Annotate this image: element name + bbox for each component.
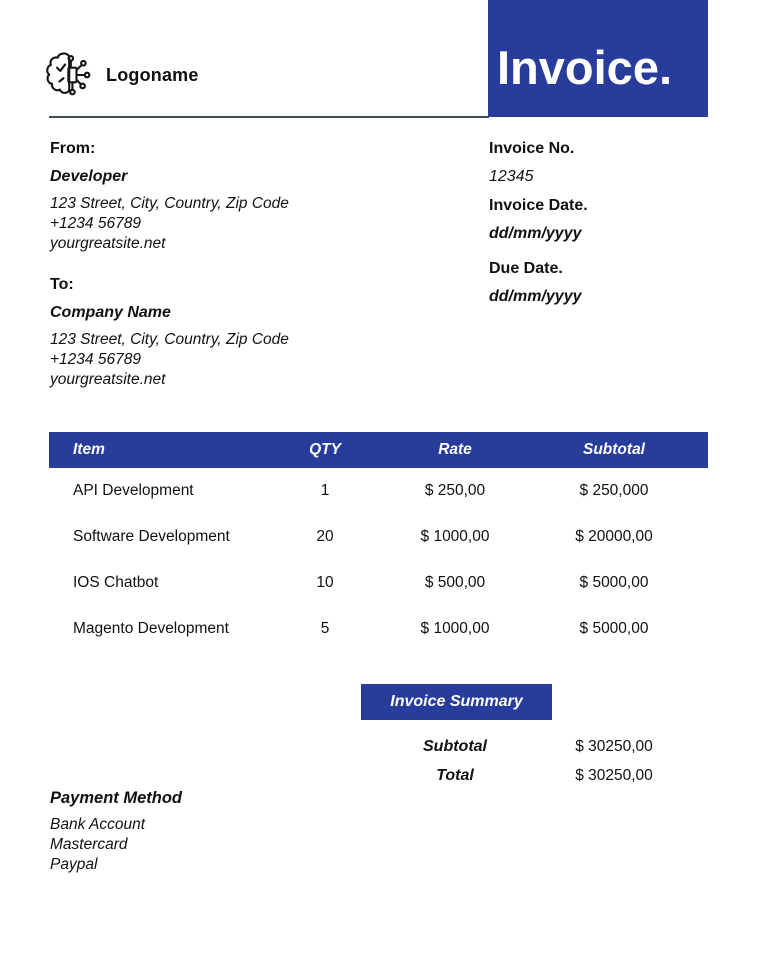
brand-name: Logoname [106, 64, 199, 85]
summary-subtotal-value: $ 30250,00 [575, 738, 653, 755]
due-date-value: dd/mm/yyyy [489, 288, 582, 305]
to-name: Company Name [50, 304, 171, 321]
summary-total-value: $ 30250,00 [575, 767, 653, 784]
summary-subtotal-label: Subtotal [423, 738, 487, 755]
invoice-date-value: dd/mm/yyyy [489, 225, 582, 242]
row-rate: $ 1000,00 [420, 528, 490, 545]
invoice-meta [489, 139, 729, 307]
header-divider [49, 116, 489, 118]
row-qty: 10 [316, 574, 334, 591]
table-row [49, 468, 708, 514]
due-date-label: Due Date. [489, 260, 563, 277]
to-website: yourgreatsite.net [50, 371, 166, 388]
row-item: IOS Chatbot [73, 574, 159, 591]
row-item: Magento Development [73, 620, 229, 637]
brain-circuit-icon [44, 46, 96, 104]
table-row [49, 514, 708, 560]
row-qty: 5 [320, 620, 330, 637]
summary-total-label: Total [436, 767, 474, 784]
to-label: To: [50, 276, 74, 293]
invoice-no-value: 12345 [489, 168, 534, 185]
row-subtotal: $ 5000,00 [579, 574, 649, 591]
to-phone: +1234 56789 [50, 351, 141, 368]
from-label: From: [50, 140, 96, 157]
header-item: Item [73, 441, 105, 458]
invoice-title-box [488, 0, 708, 117]
row-item: Software Development [73, 528, 230, 545]
items-table [49, 432, 708, 652]
header-subtotal: Subtotal [583, 441, 645, 458]
invoice-no-label: Invoice No. [489, 140, 575, 157]
row-item: API Development [73, 482, 194, 499]
from-address: 123 Street, City, Country, Zip Code [50, 195, 289, 212]
row-rate: $ 1000,00 [420, 620, 490, 637]
invoice-title: Invoice. [497, 41, 673, 94]
invoice-summary-title-box [361, 684, 552, 720]
row-subtotal: $ 250,000 [579, 482, 649, 499]
to-block [50, 275, 450, 390]
summary-total-row [49, 765, 708, 787]
payment-method-item: Bank Account [50, 816, 146, 833]
header-qty: QTY [309, 441, 341, 458]
table-row [49, 560, 708, 606]
invoice-summary-title: Invoice Summary [390, 693, 523, 710]
row-rate: $ 500,00 [424, 574, 486, 591]
to-address: 123 Street, City, Country, Zip Code [50, 331, 289, 348]
table-row [49, 606, 708, 652]
row-qty: 1 [320, 482, 330, 499]
from-name: Developer [50, 168, 128, 185]
row-qty: 20 [316, 528, 334, 545]
row-subtotal: $ 5000,00 [579, 620, 649, 637]
payment-method-title: Payment Method [50, 789, 183, 807]
table-header-row [49, 432, 708, 468]
invoice-date-label: Invoice Date. [489, 197, 588, 214]
row-rate: $ 250,00 [424, 482, 486, 499]
payment-block [50, 787, 350, 875]
row-subtotal: $ 20000,00 [575, 528, 653, 545]
header-rate: Rate [438, 441, 472, 458]
payment-method-item: Paypal [50, 856, 98, 873]
from-phone: +1234 56789 [50, 215, 141, 232]
payment-method-item: Mastercard [50, 836, 128, 853]
from-website: yourgreatsite.net [50, 235, 166, 252]
brand [44, 46, 199, 104]
summary-subtotal-row [49, 736, 708, 758]
from-block [50, 139, 450, 254]
